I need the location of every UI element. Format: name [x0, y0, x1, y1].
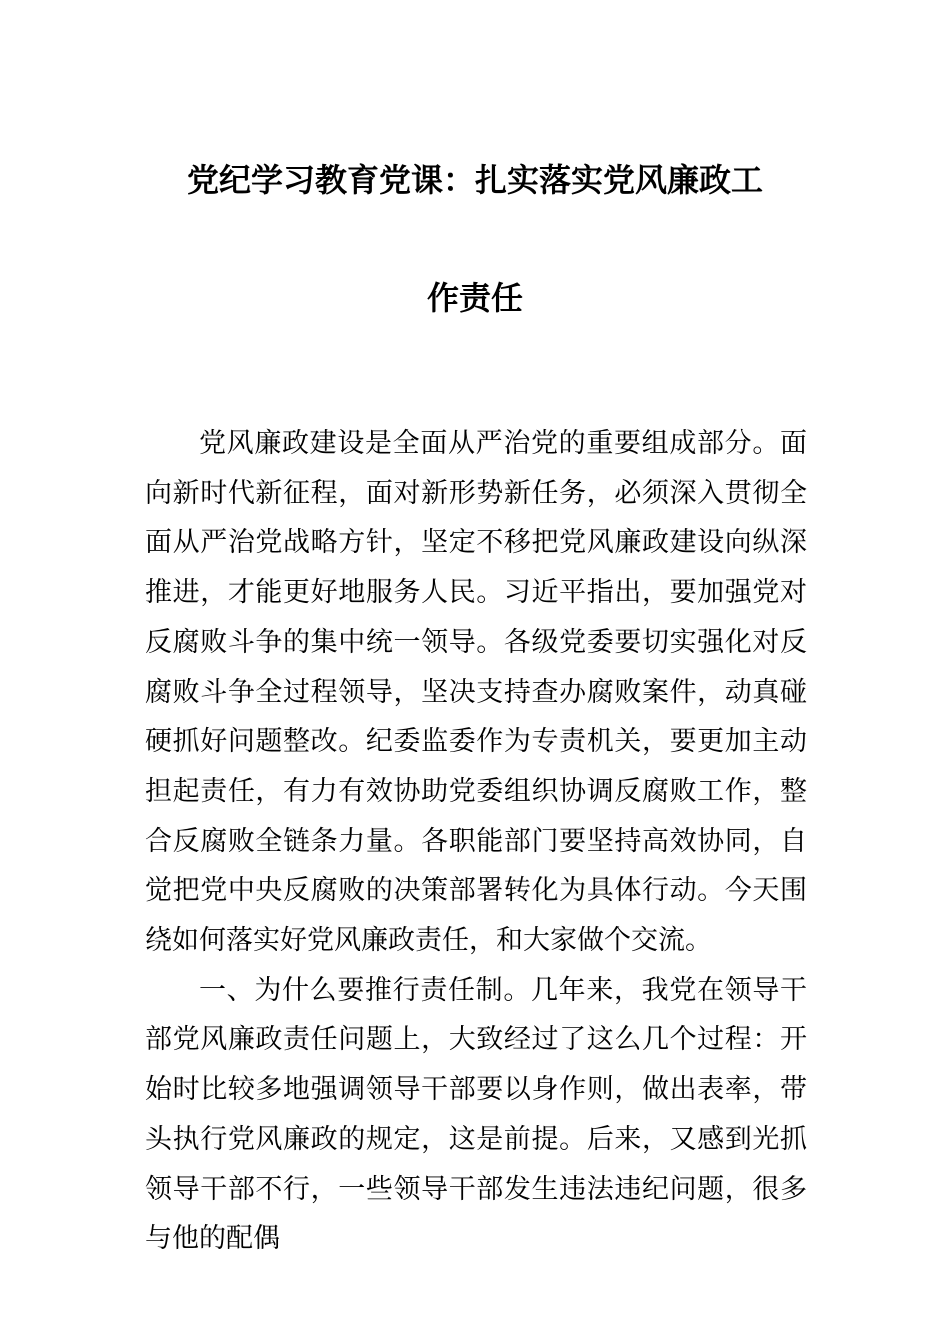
document-title-line-2: 作责任 [426, 279, 523, 317]
document-title-line-1: 党纪学习教育党课：扎实落实党风廉政工 [186, 161, 763, 199]
paragraph: 党风廉政建设是全面从严治党的重要组成部分。面向新时代新征程，面对新形势新任务，必须深入贯彻全面从严治党战略方针，坚定不移把党风廉政建设向纵深推进，才能更好地服务人民。习近平指出，要加强党对反腐败斗争的集中统一领导。各级党委要切实强化对反腐败斗争全过程领导，坚决支持查办腐败案件，动真碰硬抓好问题整改。纪委监委作为专责机关，要更加主动担起责任，有力有效协助党委组织协调反腐败工作，整合反腐败全链条力量。各职能部门要坚持高效协同，自觉把党中央反腐败的决策部署转化为具体行动。今天围绕如何落实好党风廉政责任，和大家做个交流。 [145, 428, 807, 957]
paragraph: 一、为什么要推行责任制。几年来，我党在领导干部党风廉政责任问题上，大致经过了这么几个过程：开始时比较多地强调领导干部要以身作则，做出表率，带头执行党风廉政的规定，这是前提。后来，又感到光抓领导干部不行，一些领导干部发生违法违纪问题，很多与他的配偶 [145, 974, 807, 1255]
document-body [145, 419, 807, 1264]
